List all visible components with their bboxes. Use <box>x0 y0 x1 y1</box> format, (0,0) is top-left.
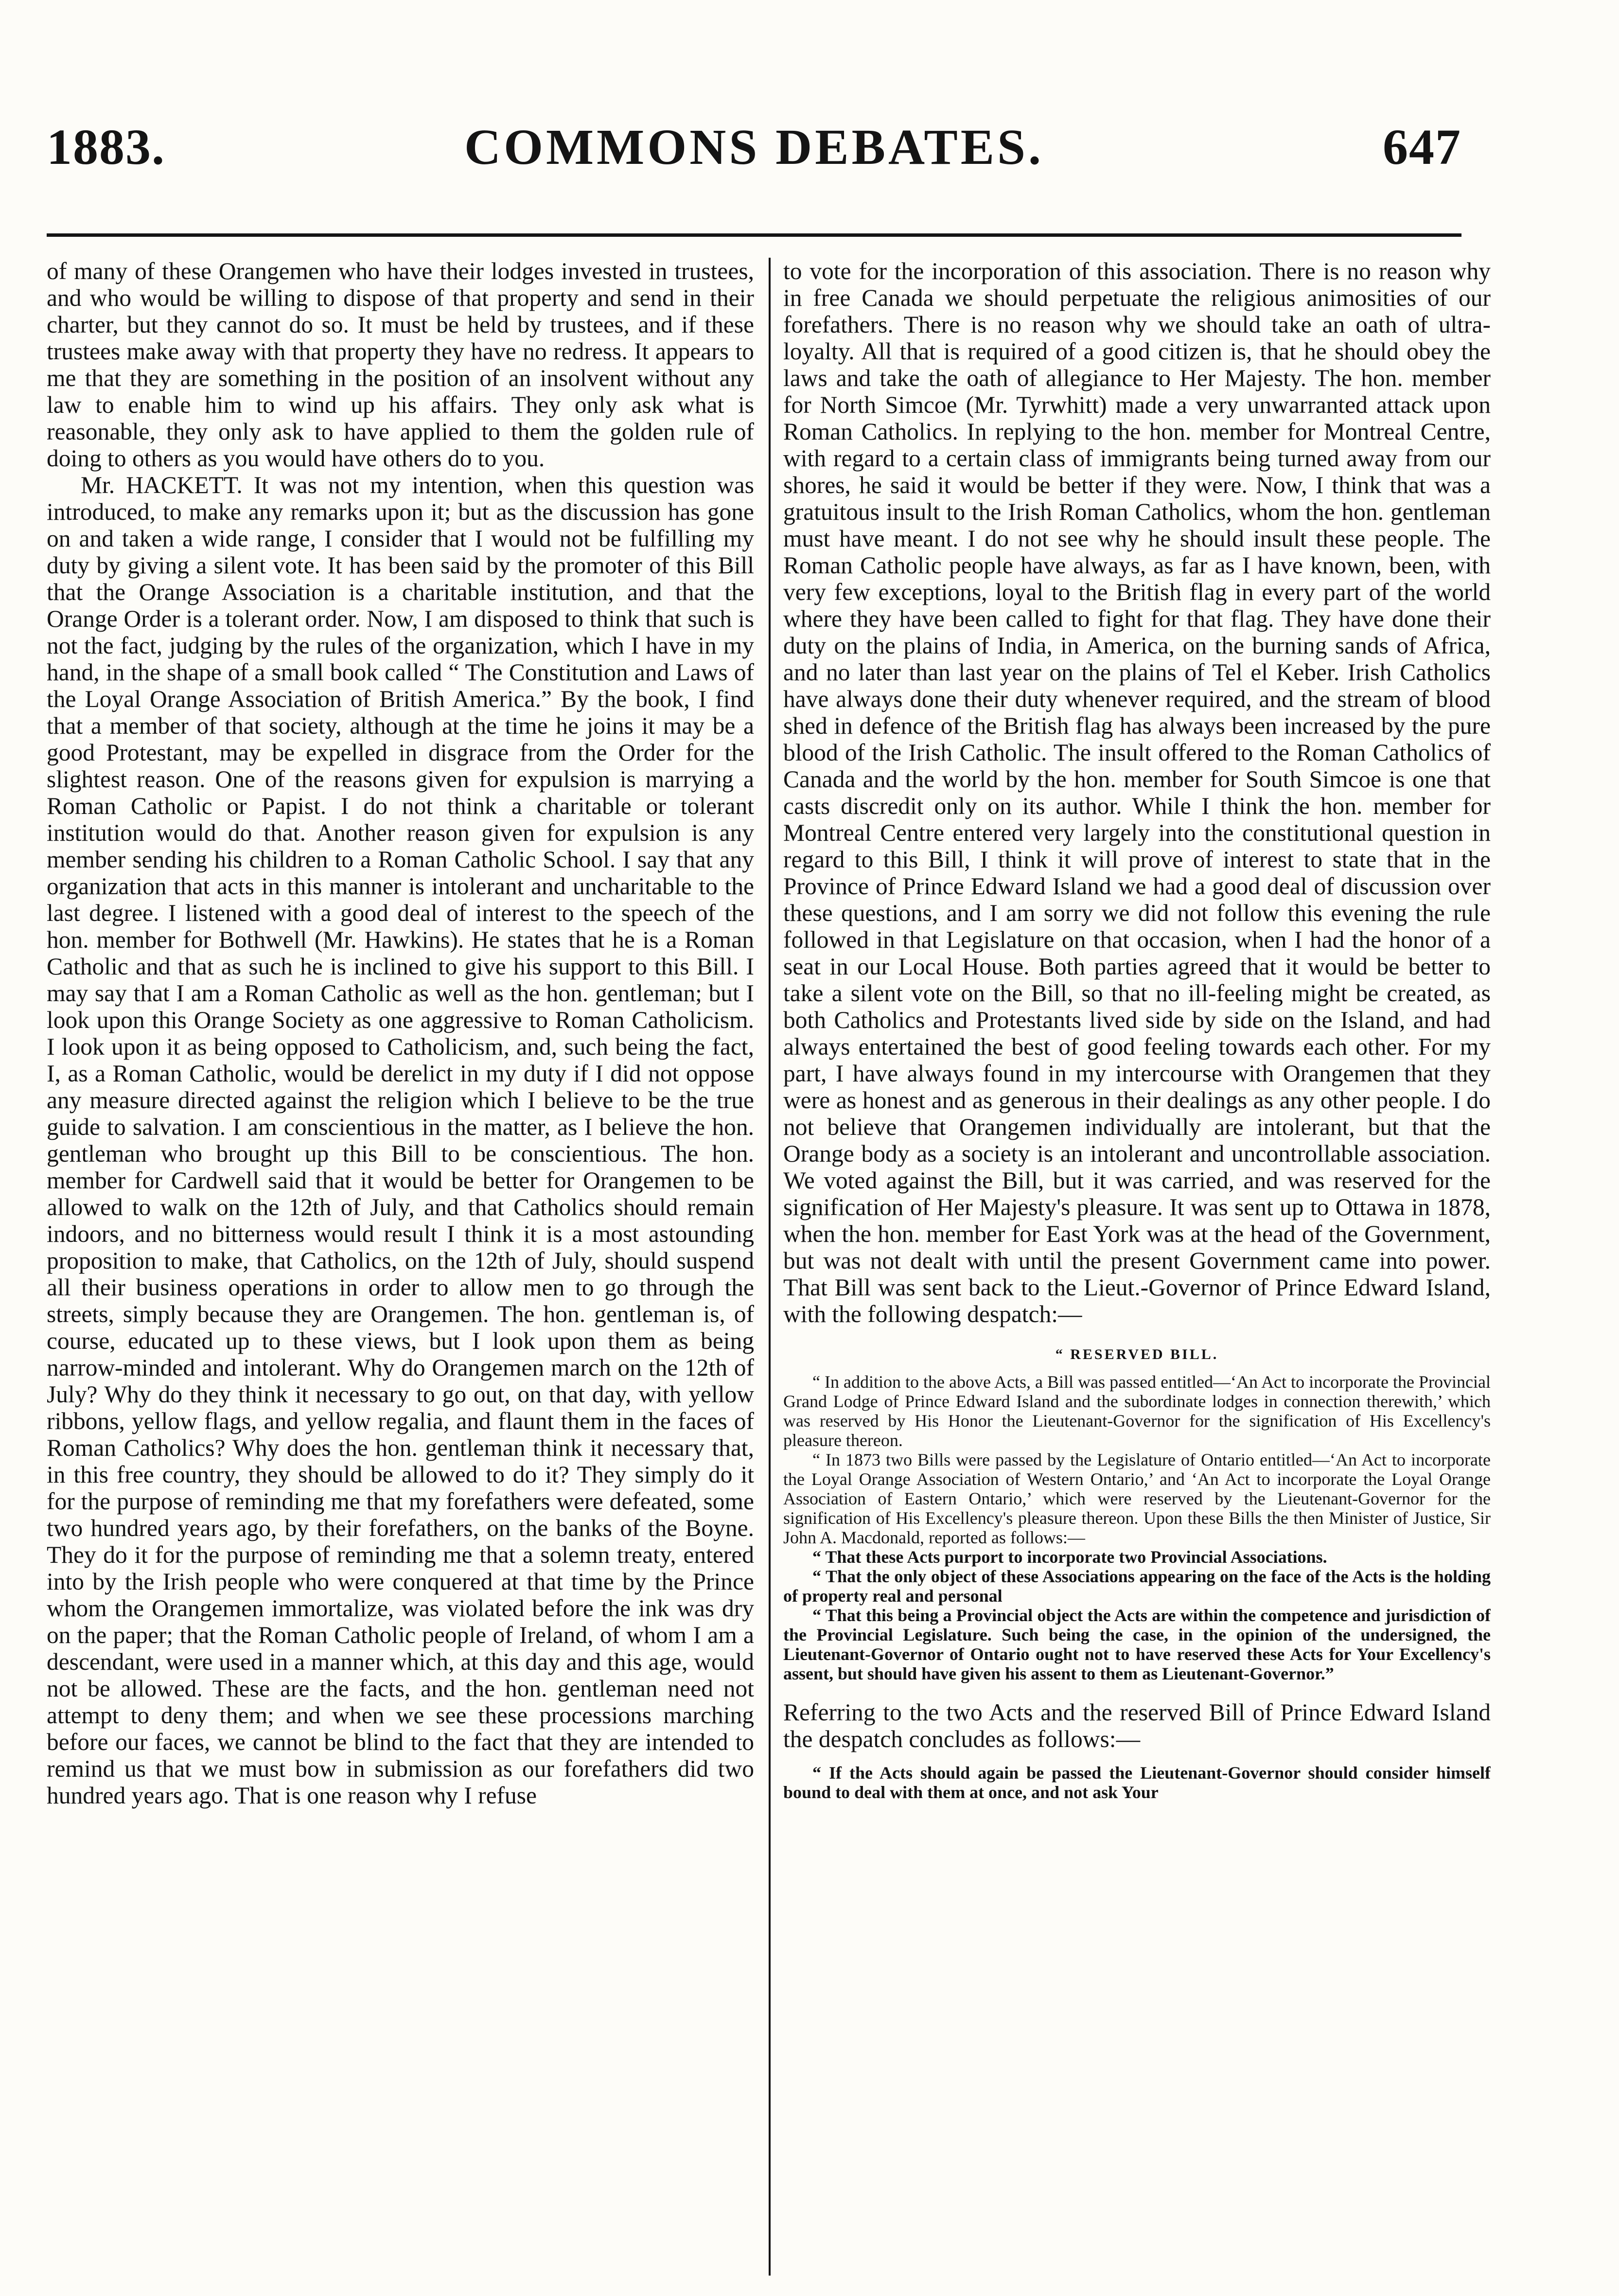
header-rule <box>47 233 1461 237</box>
page-header <box>47 111 1461 184</box>
header-title: COMMONS DEBATES. <box>464 119 1044 175</box>
left-column <box>47 258 754 2276</box>
quote-paragraph: “ That the only object of these Associations appearing on the face of the Acts is the holding of property real and personal <box>783 1567 1491 1606</box>
quote-paragraph: “ That this being a Provincial object the Acts are within the competence and jurisdiction of the Provincial Legislature. Such being the case, in the opinion of the undersigned, the Lieutenant-Governor of Ontario ought not to have reserved these Acts for Your Excellency's assent, but should have given his assent to them as Lieutenant-Governor.” <box>783 1606 1491 1683</box>
quote-paragraph: “ If the Acts should again be passed the Lieutenant-Governor should consider himself bound to deal with them at once, and not ask Your <box>783 1763 1491 1802</box>
quote-heading: “ RESERVED BILL. <box>1055 1346 1219 1362</box>
paragraph: Mr. HACKETT. It was not my intention, when this question was introduced, to make any remarks upon it; but as the discussion has gone on and taken a wide range, I consider that I would not be fulfilling my duty by giving a silent vote. It has been said by the promoter of this Bill that the Orange Association is a charitable institution, and that the Orange Order is a tolerant order. Now, I am disposed to think that such is not the fact, judging by the rules of the organization, which I have in my hand, in the shape of a small book called “ The Constitution and Laws of the Loyal Orange Association of British America.” By the book, I find that a member of that society, although at the time he joins it may be a good Protestant, may be expelled in disgrace from the Order for the slightest reason. One of the reasons given for expulsion is marrying a Roman Catholic or Papist. I do not think a charitable or tolerant institution would do that. Another reason given for expulsion is any member sending his children to a Roman Catholic School. I say that any organization that acts in this manner is intolerant and uncharitable to the last degree. I listened with a good deal of interest to the speech of the hon. member for Bothwell (Mr. Hawkins). He states that he is a Roman Catholic and that as such he is inclined to give his support to this Bill. I may say that I am a Roman Catholic as well as the hon. gentleman; but I look upon this Orange Society as one aggressive to Roman Catholicism. I look upon it as being opposed to Catholicism, and, such being the fact, I, as a Roman Catholic, would be derelict in my duty if I did not oppose any measure directed against the religion which I believe to be the true guide to salvation. I am conscientious in the matter, as I believe the hon. gentleman who brought up this Bill to be conscientious. The hon. member for Cardwell said that it would be better for Orangemen to be allowed to walk on the 12th of July, and that Catholics should remain indoors, and no bitterness would result I think it is a most astounding proposition to make, that Catholics, on the 12th of July, should suspend all their business operations in order to allow men to go through the streets, simply because they are Orangemen. The hon. gentleman is, of course, educated up to these views, but I look upon them as being narrow-minded and intolerant. Why do Orangemen march on the 12th of July? Why do they think it necessary to go out, on that day, with yellow ribbons, yellow flags, and yellow regalia, and flaunt them in the faces of Roman Catholics? Why does the hon. gentleman think it necessary that, in this free country, they should be allowed to do it? They simply do it for the purpose of reminding me that my forefathers were defeated, some two hundred years ago, by their forefathers, on the banks of the Boyne. They do it for the purpose of reminding me that a solemn treaty, entered into by the Irish people who were conquered at that time by the Prince whom the Orangemen immortalize, was violated before the ink was dry on the paper; that the Roman Catholic people of Ireland, of whom I am a descendant, were used in a manner which, at this day and this age, would not be allowed. These are the facts, and the hon. gentleman need not attempt to deny them; and when we see these processions marching before our faces, we cannot be blind to the fact that they are intended to remind us that we must bow in submission as our forefathers did two hundred years ago. That is one reason why I refuse <box>47 472 754 1809</box>
paragraph: Referring to the two Acts and the reserved Bill of Prince Edward Island the despatch concludes as follows:— <box>783 1699 1491 1752</box>
quote-paragraph: “ That these Acts purport to incorporate two Provincial Associations. <box>812 1547 1327 1567</box>
right-column <box>783 258 1491 2276</box>
column-divider <box>769 258 771 2276</box>
quote-paragraph: “ In 1873 two Bills were passed by the Legislature of Ontario entitled—‘An Act to incorporate the Loyal Orange Association of Western Ontario,’ and ‘An Act to incorporate the Loyal Orange Association of Eastern Ontario,’ which were reserved by the Lieutenant-Governor for the signification of His Excellency's pleasure thereon. Upon these Bills the then Minister of Justice, Sir John A. Macdonald, reported as follows:— <box>783 1450 1491 1547</box>
header-page-number: 647 <box>1383 119 1461 175</box>
quote-paragraph: “ In addition to the above Acts, a Bill was passed entitled—‘An Act to incorporate the Provincial Grand Lodge of Prince Edward Island and the subordinate lodges in connection therewith,’ which was reserved by His Honor the Lieutenant-Governor for the signification of His Excellency's pleasure thereon. <box>783 1372 1491 1450</box>
paragraph: of many of these Orangemen who have their lodges invested in trustees, and who would be willing to dispose of that property and send in their charter, but they cannot do so. It must be held by trustees, and if these trustees make away with that property they have no redress. It appears to me that they are something in the position of an insolvent without any law to enable him to wind up his affairs. They only ask what is reasonable, they only ask to have applied to them the golden rule of doing to others as you would have others do to you. <box>47 258 754 472</box>
paragraph: to vote for the incorporation of this association. There is no reason why in free Canada we should perpetuate the religious animosities of our forefathers. There is no reason why we should take an oath of ultra-loyalty. All that is required of a good citizen is, that he should obey the laws and take the oath of allegiance to Her Majesty. The hon. member for North Simcoe (Mr. Tyrwhitt) made a very unwarranted attack upon Roman Catholics. In replying to the hon. member for Montreal Centre, with regard to a certain class of immigrants being turned away from our shores, he said it would be better if they were. Now, I think that was a gratuitous insult to the Irish Roman Catholics, whom the hon. gentleman must have meant. I do not see why he should insult these people. The Roman Catholic people have always, as far as I have known, been, with very few exceptions, loyal to the British flag in every part of the world where they have been called to fight for that flag. They have done their duty on the plains of India, in America, on the burning sands of Africa, and no later than last year on the plains of Tel el Keber. Irish Catholics have always done their duty whenever required, and the stream of blood shed in defence of the British flag has always been increased by the pure blood of the Irish Catholic. The insult offered to the Roman Catholics of Canada and the world by the hon. member for South Simcoe is one that casts discredit only on its author. While I think the hon. member for Montreal Centre entered very largely into the constitutional question in regard to this Bill, I think it will prove of interest to state that in the Province of Prince Edward Island we had a good deal of discussion over these questions, and I am sorry we did not follow this evening the rule followed in that Legislature on that occasion, when I had the honor of a seat in our Local House. Both parties agreed that it would be better to take a silent vote on the Bill, so that no ill-feeling might be created, as both Catholics and Protestants lived side by side on the Island, and had always entertained the best of good feeling towards each other. For my part, I have always found in my intercourse with Orangemen that they were as honest and as generous in their dealings as any other people. I do not believe that Orangemen individually are intolerant, but that the Orange body as a society is an intolerant and uncontrollable association. We voted against the Bill, but it was carried, and was reserved for the signification of Her Majesty's pleasure. It was sent up to Ottawa in 1878, when the hon. member for East York was at the head of the Government, but was not dealt with until the present Government came into power. That Bill was sent back to the Lieut.-Governor of Prince Edward Island, with the following despatch:— <box>783 258 1491 1327</box>
header-year: 1883. <box>47 119 165 175</box>
